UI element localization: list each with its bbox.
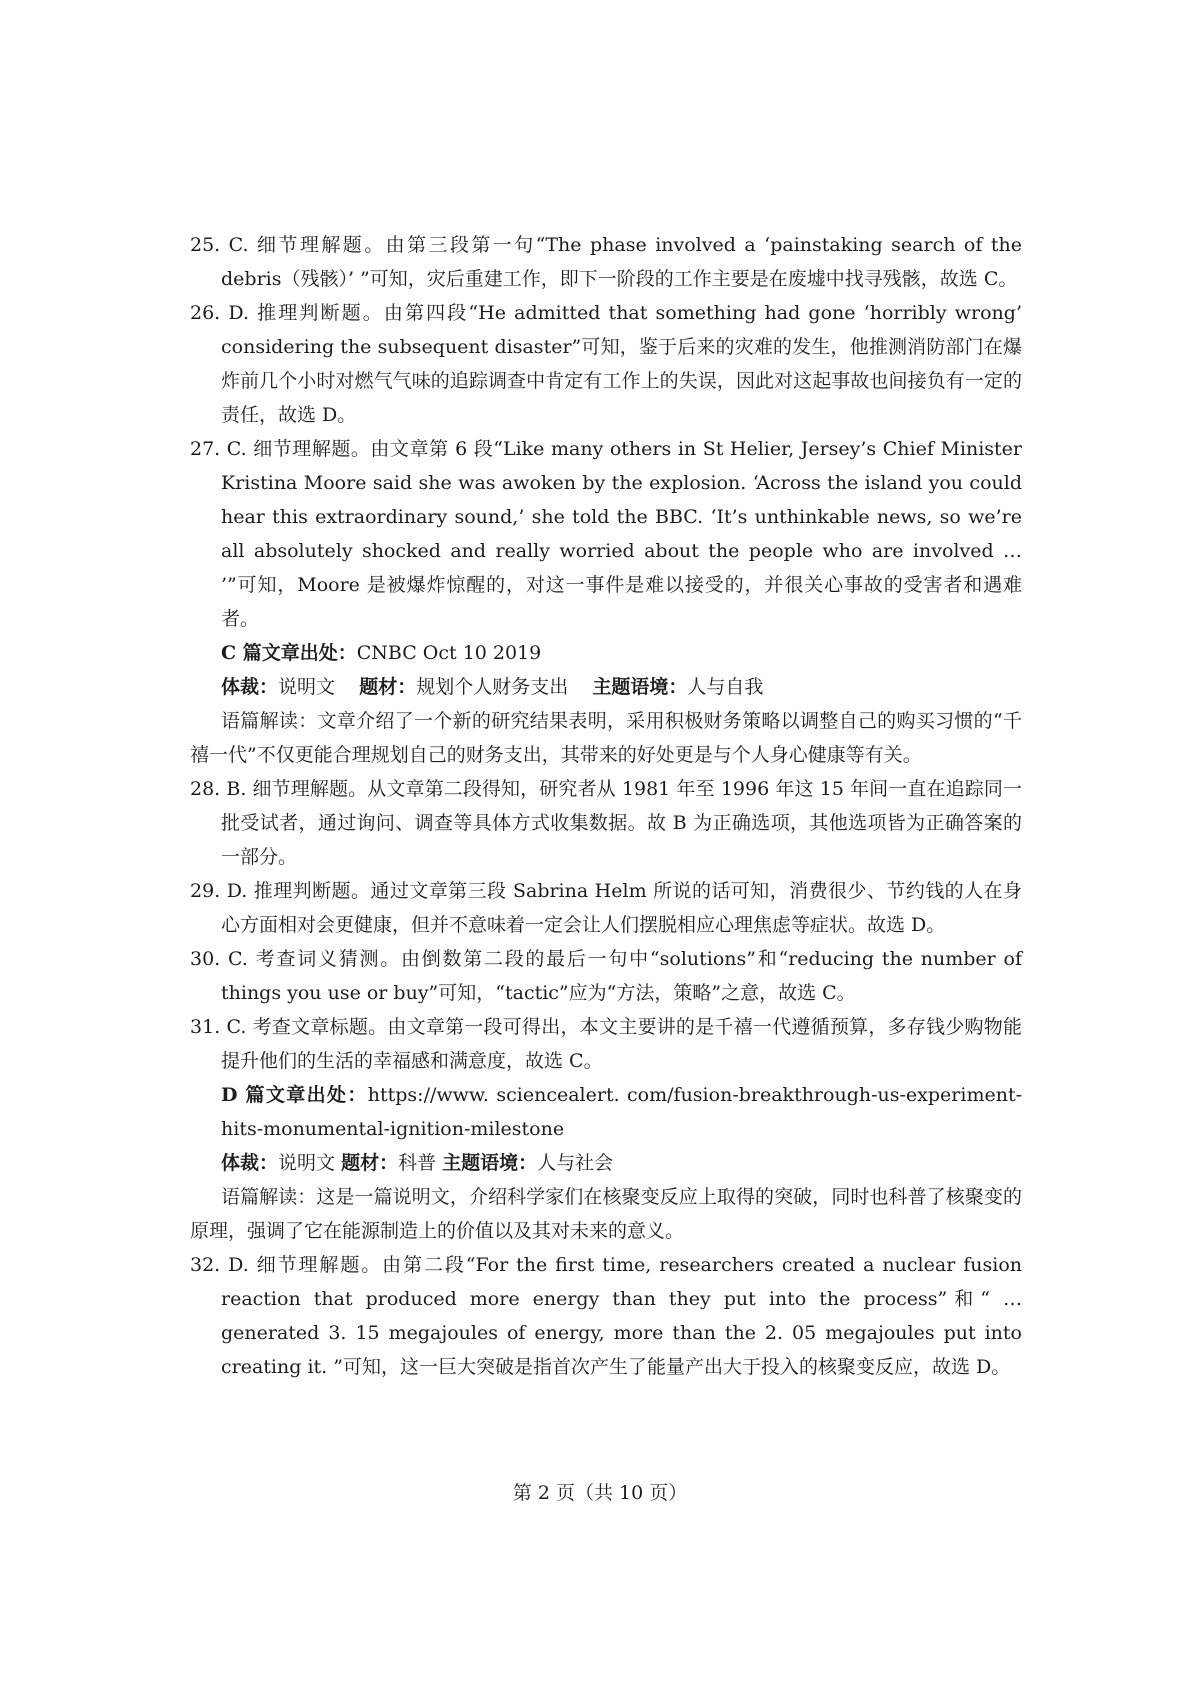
explanation-q28: 28. B. 细节理解题。从文章第二段得知，研究者从 1981 年至 1996 年这 15 年间一直在追踪同一批受试者，通过询问、调查等具体方式收集数据。故 B 为正确选项，其他选项皆为正确答案的一部分。 [190, 778, 1022, 868]
explanation-q25: 25. C. 细节理解题。由第三段第一句“The phase involved a ‘painstaking search of the debris（残骸）’ ”可知，灾后重建工作，即下一阶段的工作主要是在废墟中找寻残骸，故选 C。 [190, 234, 1022, 290]
passage-d-topic-value: 科普 [398, 1152, 437, 1174]
passage-d-reading: 语篇解读：这是一篇说明文，介绍科学家们在核聚变反应上取得的突破，同时也科普了核聚变的原理，强调了它在能源制造上的价值以及其对未来的意义。 [190, 1186, 1022, 1242]
passage-c-topic-label: 题材： [359, 676, 417, 698]
explanation-q29: 29. D. 推理判断题。通过文章第三段 Sabrina Helm 所说的话可知，消费很少、节约钱的人在身心方面相对会更健康，但并不意味着一定会让人们摆脱相应心理焦虑等症状。故选 D。 [190, 880, 1022, 936]
passage-d-source-label: D 篇文章出处： [221, 1084, 368, 1106]
passage-d-theme-label: 主题语境： [442, 1152, 538, 1174]
explanation-q32: 32. D. 细节理解题。由第二段“For the first time, researchers created a nuclear fusion reaction that produced more energy than they put into the process”和“ … generated 3. 15 megajoules of energy, more than the 2. 05 megajoules put into creating it. ”可知，这一巨大突破是指首次产生了能量产出大于投入的核聚变反应，故选 D。 [190, 1254, 1022, 1378]
explanation-q31: 31. C. 考查文章标题。由文章第一段可得出，本文主要讲的是千禧一代遵循预算，多存钱少购物能提升他们的生活的幸福感和满意度，故选 C。 [190, 1016, 1022, 1072]
passage-d-genre-label: 体裁： [221, 1152, 279, 1174]
passage-d-theme-value: 人与社会 [537, 1152, 614, 1174]
explanation-q26: 26. D. 推理判断题。由第四段“He admitted that something had gone ‘horribly wrong’ considering the subsequent disaster”可知，鉴于后来的灾难的发生，他推测消防部门在爆炸前几个小时对燃气气味的追踪调查中肯定有工作上的失误，因此对这起事故也间接负有一定的责任，故选 D。 [190, 302, 1022, 426]
passage-d-genre-value: 说明文 [278, 1152, 336, 1174]
passage-c-genre-value: 说明文 [278, 676, 336, 698]
passage-d-source-value: https://www. sciencealert. com/fusion-breakthrough-us-experiment-hits-monumental-ignition-milestone [221, 1084, 1022, 1140]
page-number-footer: 第 2 页（共 10 页） [512, 1482, 688, 1504]
passage-c-source-value: CNBC Oct 10 2019 [356, 642, 542, 664]
passage-c-meta [190, 670, 1022, 704]
passage-c-source [190, 636, 1022, 670]
passage-d-meta [190, 1146, 1022, 1180]
passage-d-source [190, 1078, 1022, 1146]
passage-c-theme-label: 主题语境： [592, 676, 688, 698]
passage-c-genre-label: 体裁： [221, 676, 279, 698]
passage-c-topic-value: 规划个人财务支出 [416, 676, 569, 698]
answer-explanations [190, 228, 1022, 1384]
passage-d-topic-label: 题材： [341, 1152, 399, 1174]
explanation-q27: 27. C. 细节理解题。由文章第 6 段“Like many others in St Helier, Jersey’s Chief Minister Kristina Moore said she was awoken by the explosion. ‘Across the island you could hear this extraordinary sound,’ she told the BBC. ‘It’s unthinkable news, so we’re all absolutely shocked and really worried about the people who are involved … ’”可知，Moore 是被爆炸惊醒的，对这一事件是难以接受的，并很关心事故的受害者和遇难者。 [190, 438, 1022, 630]
passage-c-theme-value: 人与自我 [687, 676, 764, 698]
explanation-q30: 30. C. 考查词义猜测。由倒数第二段的最后一句中“solutions”和“reducing the number of things you use or buy”可知，“tactic”应为“方法，策略”之意，故选 C。 [190, 948, 1022, 1004]
passage-c-source-label: C 篇文章出处： [221, 642, 357, 664]
passage-c-reading: 语篇解读：文章介绍了一个新的研究结果表明，采用积极财务策略以调整自己的购买习惯的“千禧一代”不仅更能合理规划自己的财务支出，其带来的好处更是与个人身心健康等有关。 [190, 710, 1022, 766]
